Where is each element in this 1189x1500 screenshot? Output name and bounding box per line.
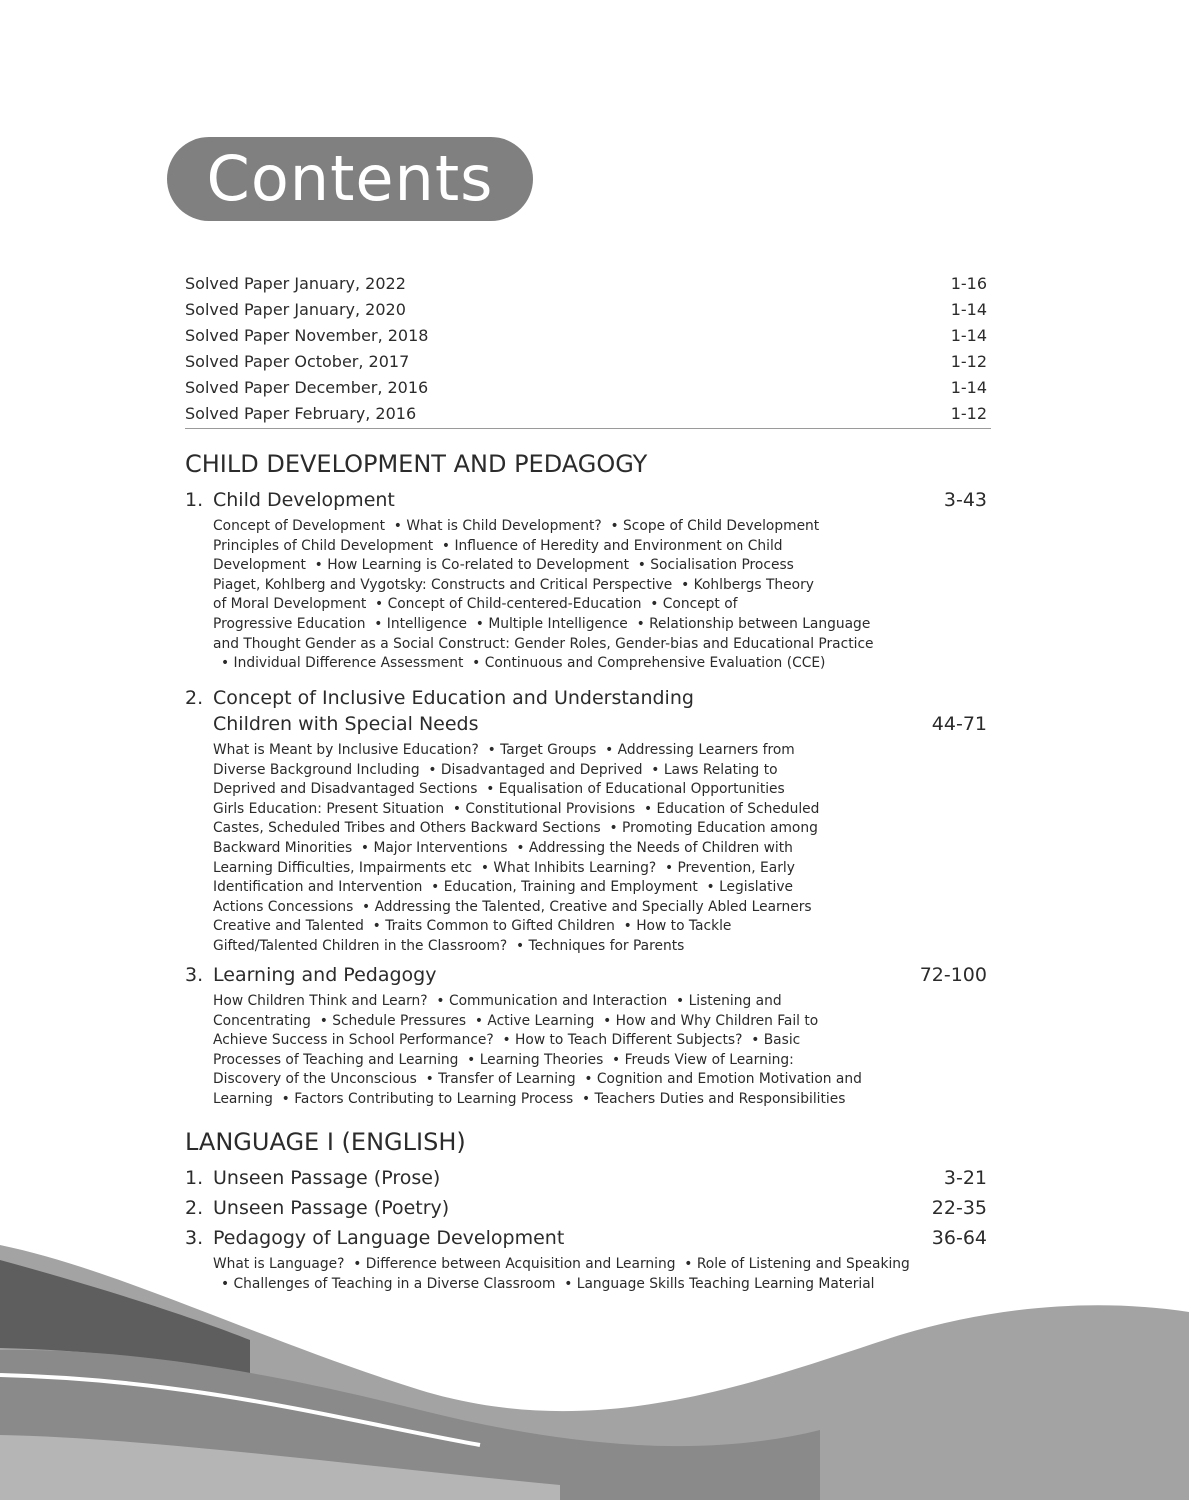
topic-line [213, 917, 903, 937]
chapter-child-development[interactable] [185, 487, 987, 674]
page-range: 22-35 [931, 1197, 987, 1219]
topic-item: Target Groups • [500, 742, 618, 758]
topic-item: Transfer of Learning • [438, 1071, 597, 1087]
topic-item: Development • [213, 557, 327, 573]
topic-item: Equalisation of Educational Opportunities [498, 781, 785, 798]
topic-item: Language Skills Teaching Learning Material [576, 1275, 875, 1292]
chapter-number: 1. [185, 1167, 204, 1189]
topic-item: Learning Difficulties, Impairments etc • [213, 860, 493, 876]
page-range: 72-100 [919, 964, 987, 986]
topic-item: Cognition and Emotion Motivation and [596, 1071, 862, 1088]
chapter-title-line [185, 487, 987, 513]
topic-line [213, 576, 903, 596]
solved-paper-row[interactable] [185, 401, 991, 427]
topic-line [213, 1070, 903, 1090]
topic-line [213, 1012, 903, 1032]
topic-item: Diverse Background Including • [213, 762, 441, 778]
topic-item: Traits Common to Gifted Children • [385, 918, 636, 934]
topic-item: of Moral Development • [213, 596, 388, 612]
topic-item: How to Teach Different Subjects? • [515, 1032, 764, 1048]
page-range: 1-12 [950, 404, 987, 423]
topic-item: Girls Education: Present Situation • [213, 801, 465, 817]
topic-item: Continuous and Comprehensive Evaluation (CCE) [484, 655, 826, 672]
solved-paper-label: Solved Paper January, 2020 [185, 300, 406, 319]
chapter-title-line [185, 711, 987, 737]
topic-line [213, 800, 903, 820]
topic-item: Factors Contributing to Learning Process • [294, 1091, 594, 1107]
chapter-title-line [185, 1165, 987, 1191]
topic-line [213, 1051, 903, 1071]
topic-line [213, 537, 903, 557]
topic-item: How Children Think and Learn? • [213, 993, 449, 1009]
topic-item: Creative and Talented • [213, 918, 385, 934]
chapter-unseen-poetry[interactable] [185, 1195, 987, 1221]
topic-item: Concentrating • [213, 1013, 332, 1029]
topic-list [213, 517, 903, 674]
topic-line [213, 761, 903, 781]
topic-line [213, 741, 903, 761]
topic-item: Actions Concessions • [213, 899, 375, 915]
solved-paper-row[interactable] [185, 323, 991, 349]
solved-papers-list [185, 271, 991, 427]
topic-line [213, 819, 903, 839]
page-range: 3-43 [943, 489, 987, 511]
solved-paper-row[interactable] [185, 349, 991, 375]
topic-item: What is Child Development? • [406, 518, 623, 534]
chapter-title: Unseen Passage (Poetry) [213, 1197, 450, 1219]
topic-item: Teachers Duties and Responsibilities [594, 1090, 846, 1107]
topic-item: Piaget, Kohlberg and Vygotsky: Constructs and Critical Perspective • [213, 577, 694, 593]
topic-item: Basic [763, 1032, 801, 1049]
topic-item: Communication and Interaction • [449, 993, 689, 1009]
topic-line [213, 517, 903, 537]
solved-paper-label: Solved Paper October, 2017 [185, 352, 410, 371]
chapter-number: 2. [185, 687, 204, 709]
section-heading-child-development: CHILD DEVELOPMENT AND PEDAGOGY [185, 450, 648, 478]
topic-item: Achieve Success in School Performance? • [213, 1032, 515, 1048]
page-range: 36-64 [931, 1227, 987, 1249]
topic-line [213, 1090, 903, 1110]
topic-item: Disadvantaged and Deprived • [441, 762, 664, 778]
topic-item: Deprived and Disadvantaged Sections • [213, 781, 499, 797]
topic-item: Addressing Learners from [617, 742, 795, 758]
solved-paper-row[interactable] [185, 375, 991, 401]
topic-item: How Learning is Co-related to Development • [327, 557, 650, 573]
solved-paper-label: Solved Paper November, 2018 [185, 326, 429, 345]
page-title: Contents [206, 142, 494, 215]
chapter-title-line [185, 1195, 987, 1221]
chapter-number: 1. [185, 489, 204, 511]
topic-item: Promoting Education among [622, 820, 818, 837]
topic-item: Processes of Teaching and Learning • [213, 1052, 480, 1068]
topic-line [213, 878, 903, 898]
chapter-number: 3. [185, 964, 204, 986]
topic-item: Concept of [662, 596, 738, 613]
topic-item: Addressing the Talented, Creative and Specially Abled Learners [374, 898, 812, 915]
decorative-wave [0, 1230, 1189, 1500]
topic-line [213, 556, 903, 576]
contents-title-badge [167, 137, 533, 221]
page-range: 1-14 [950, 326, 987, 345]
topic-item: What Inhibits Learning? • [493, 860, 677, 876]
topic-line [213, 780, 903, 800]
chapter-unseen-prose[interactable] [185, 1165, 987, 1191]
page-range: 1-16 [950, 274, 987, 293]
chapter-number: 3. [185, 1227, 204, 1249]
topic-item: What is Meant by Inclusive Education? • [213, 742, 500, 758]
section-heading-language-english: LANGUAGE I (ENGLISH) [185, 1128, 466, 1156]
chapter-title: Unseen Passage (Prose) [213, 1167, 441, 1189]
topic-item: Education of Scheduled [656, 800, 820, 817]
chapter-learning-pedagogy[interactable] [185, 962, 987, 1110]
topic-item: and Thought Gender as a Social Construct: Gender Roles, Gender-bias and Educational Practice [213, 635, 874, 652]
page-range: 1-14 [950, 378, 987, 397]
topic-line [213, 898, 903, 918]
bullet: • [221, 1275, 234, 1292]
chapter-title: Child Development [213, 489, 395, 511]
topic-item: Laws Relating to [663, 761, 778, 778]
topic-item: Relationship between Language [649, 615, 871, 632]
topic-item: Principles of Child Development • [213, 538, 454, 554]
topic-line [213, 859, 903, 879]
chapter-title-line [185, 685, 987, 711]
topic-item: Prevention, Early [677, 859, 795, 876]
topic-item: Scope of Child Development [623, 518, 820, 534]
topic-list [213, 741, 903, 957]
topic-item: Socialisation Process [650, 557, 794, 574]
topic-item: Techniques for Parents [528, 937, 685, 954]
topic-item: How to Tackle [636, 918, 732, 935]
topic-item: What is Language? • [213, 1256, 366, 1272]
topic-line [213, 839, 903, 859]
bullet: • [221, 655, 234, 672]
topic-item: Discovery of the Unconscious • [213, 1071, 438, 1087]
solved-paper-label: Solved Paper February, 2016 [185, 404, 417, 423]
solved-paper-row[interactable] [185, 297, 991, 323]
chapter-title: Concept of Inclusive Education and Understanding [213, 687, 694, 709]
topic-line [213, 654, 903, 674]
topic-item: Multiple Intelligence • [488, 616, 649, 632]
topic-item: Intelligence • [387, 616, 489, 632]
topic-line [213, 615, 903, 635]
topic-list [213, 992, 903, 1110]
topic-item: Active Learning • [487, 1013, 615, 1029]
page-range: 3-21 [943, 1167, 987, 1189]
spacer [185, 711, 213, 737]
solved-paper-label: Solved Paper December, 2016 [185, 378, 429, 397]
page-range: 44-71 [931, 713, 987, 735]
topic-line [213, 937, 903, 957]
page-range: 1-14 [950, 300, 987, 319]
topic-item: Kohlbergs Theory [693, 576, 814, 593]
topic-line [213, 635, 903, 655]
topic-item: Learning Theories • [480, 1052, 625, 1068]
chapter-title-line [185, 962, 987, 988]
topic-item: Gifted/Talented Children in the Classroom? • [213, 938, 529, 954]
topic-item: Castes, Scheduled Tribes and Others Backward Sections • [213, 820, 622, 836]
topic-item: Learning • [213, 1091, 294, 1107]
topic-item: Difference between Acquisition and Learning • [366, 1256, 697, 1272]
chapter-title: Pedagogy of Language Development [213, 1227, 565, 1249]
chapter-inclusive-education[interactable] [185, 685, 987, 957]
page-range: 1-12 [950, 352, 987, 371]
topic-item: Concept of Child-centered-Education • [388, 596, 663, 612]
solved-paper-row[interactable] [185, 271, 991, 297]
topic-item: Listening and [688, 993, 782, 1009]
topic-item: Individual Difference Assessment • [234, 655, 485, 671]
chapter-title-cont: Children with Special Needs [213, 713, 479, 735]
topic-item: Freuds View of Learning: [624, 1051, 794, 1068]
solved-paper-label: Solved Paper January, 2022 [185, 274, 406, 293]
topic-item: Concept of Development • [213, 518, 406, 534]
topic-line [213, 595, 903, 615]
topic-item: Constitutional Provisions • [465, 801, 656, 817]
topic-item: Legislative [719, 879, 793, 896]
chapter-title: Learning and Pedagogy [213, 964, 437, 986]
divider [185, 428, 991, 429]
topic-item: Role of Listening and Speaking [696, 1256, 910, 1272]
topic-item: Major Interventions • [373, 840, 528, 856]
topic-item: Addressing the Needs of Children with [528, 839, 793, 856]
topic-item: Education, Training and Employment • [444, 879, 719, 895]
topic-item: Backward Minorities • [213, 840, 373, 856]
topic-item: How and Why Children Fail to [615, 1012, 819, 1029]
topic-item: Identification and Intervention • [213, 879, 444, 895]
topic-item: Progressive Education • [213, 616, 387, 632]
chapter-number: 2. [185, 1197, 204, 1219]
topic-item: Schedule Pressures • [332, 1013, 487, 1029]
topic-line [213, 1031, 903, 1051]
topic-line [213, 992, 903, 1012]
topic-item: Challenges of Teaching in a Diverse Classroom • [234, 1276, 577, 1292]
topic-item: Influence of Heredity and Environment on Child [454, 537, 783, 554]
